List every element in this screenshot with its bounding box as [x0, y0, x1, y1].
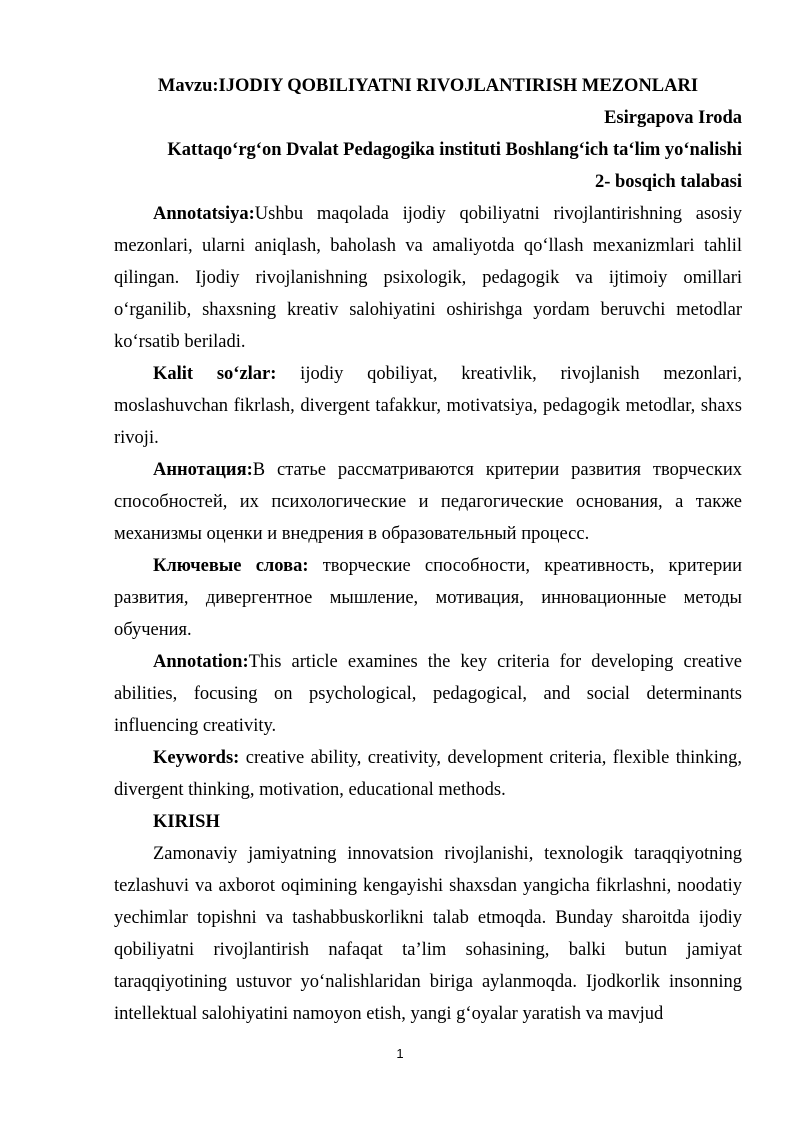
abstract-ru-text: В статье рассматриваются критерии развития творческих способностей, их психологические и педагогические основания, а также механизмы оценки и внедрения в образовательный процесс.: [114, 460, 742, 544]
abstract-uz-text: Ushbu maqolada ijodiy qobiliyatni rivojlantirishning asosiy mezonlari, ularni aniqlash, baholash va amaliyotda qo‘llash mexanizmlari tahlil qilingan. Ijodiy rivojlanishning psixologik, pedagogik va ijtimoiy omillari o‘rganilib, shaxsning kreativ salohiyatini oshirishga yordam beruvchi metodlar ko‘rsatib beriladi.: [114, 204, 742, 352]
keywords-ru-text: творческие способности, креативность, критерии развития, дивергентное мышление, мотивация, инновационные методы обучения.: [114, 556, 742, 640]
keywords-uz: [114, 358, 742, 454]
keywords-uz-label: Kalit so‘zlar:: [153, 364, 277, 384]
abstract-uz-label: Annotatsiya:: [153, 204, 255, 224]
abstract-ru: [114, 454, 742, 550]
author-name: Esirgapova Iroda: [604, 108, 742, 128]
abstract-en-text: This article examines the key criteria for developing creative abilities, focusing on psychological, pedagogical, and social determinants influencing creativity.: [114, 652, 742, 736]
keywords-en-label: Keywords:: [153, 748, 240, 768]
paper-title: Mavzu:IJODIY QOBILIYATNI RIVOJLANTIRISH MEZONLARI: [157, 76, 699, 96]
intro-paragraph: Zamonaviy jamiyatning innovatsion rivojlanishi, texnologik taraqqiyotning tezlashuvi va axborot oqimining kengayishi shaxsdan yangicha fikrlashni, noodatiy yechimlar topishni va tashabbuskorlikni talab etmoqda. Bunday sharoitda ijodiy qobiliyatni rivojlantirish nafaqat ta’lim sohasining, balki butun jamiyat taraqqiyotining ustuvor yo‘nalishlaridan biriga aylanmoqda. Ijodkorlik insonning intellektual salohiyatini namoyon etish, yangi g‘oyalar yaratish va mavjud: [114, 844, 742, 1024]
keywords-ru: [114, 550, 742, 646]
keywords-uz-text: ijodiy qobiliyat, kreativlik, rivojlanish mezonlari, moslashuvchan fikrlash, divergent tafakkur, motivatsiya, pedagogik metodlar, shaxs rivoji.: [114, 364, 742, 448]
author-institution: Kattaqo‘rg‘on Dvalat Pedagogika instituti Boshlang‘ich ta‘lim yo‘nalishi: [167, 140, 742, 160]
abstract-uz: [114, 198, 742, 358]
keywords-en-text: creative ability, creativity, development criteria, flexible thinking, divergent thinking, motivation, educational methods.: [114, 748, 742, 800]
abstract-ru-label: Аннотация:: [153, 460, 253, 480]
keywords-en: [114, 742, 742, 806]
document-page: [114, 70, 742, 1030]
abstract-en-label: Annotation:: [153, 652, 249, 672]
page-number: 1: [396, 1046, 404, 1061]
section-heading-intro: KIRISH: [153, 812, 220, 832]
keywords-ru-label: Ключевые слова:: [153, 556, 309, 576]
author-course: 2- bosqich talabasi: [594, 172, 742, 192]
abstract-en: [114, 646, 742, 742]
